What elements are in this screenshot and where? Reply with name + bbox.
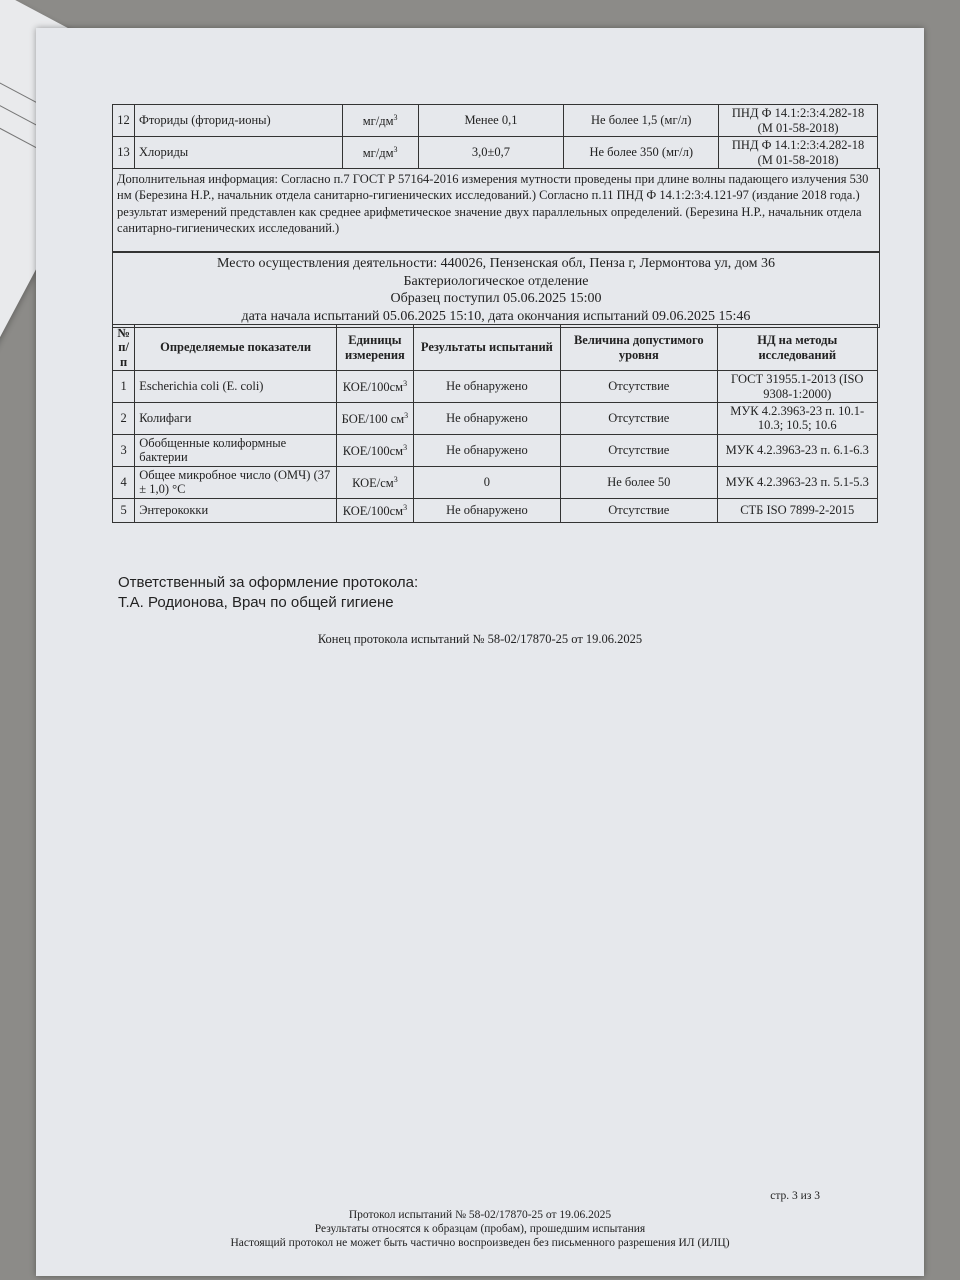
cell-unit: КОЕ/$100см^3$ [337,371,414,403]
cell-number: 4 [113,466,135,498]
test-dates: дата начала испытаний 05.06.2025 15:10, дата окончания испытаний 09.06.2025 15:46 [241,308,751,324]
cell-number: 2 [113,402,135,434]
footer-copy-note: Настоящий протокол не может быть частично воспроизведен без письменного разрешения ИЛ (ИЛЦ) [230,1236,730,1249]
header-number: № п/п [113,325,135,371]
footer-results-note: Результаты относятся к образцам (пробам), прошедшим испытания [314,1222,646,1235]
table-row [113,434,878,466]
header-unit: Единицы измерения [337,325,414,371]
table-row [113,105,878,137]
cell-result: Не обнаружено [413,402,560,434]
place-of-activity-block [112,252,880,328]
cell-result: Менее 0,1 [418,105,564,137]
responsible-name: Т.А. Родионова, Врач по общей гигиене [118,593,394,611]
page-footer [36,1209,924,1250]
cell-indicator: Хлориды [134,137,342,169]
cell-indicator: Escherichia coli (E. coli) [135,371,337,403]
cell-number: 3 [113,434,135,466]
footer-protocol: Протокол испытаний № 58-02/17870-25 от 19.06.2025 [348,1209,612,1221]
cell-result: Не обнаружено [413,498,560,522]
table-header-row [113,325,878,371]
document-page [36,28,924,1276]
cell-norm: Отсутствие [561,434,717,466]
cell-indicator: Колифаги [135,402,337,434]
cell-result: 0 [413,466,560,498]
cell-number: 5 [113,498,135,522]
cell-method: ПНД Ф 14.1:2:3:4.282-18 (М 01-58-2018) [719,105,878,137]
cell-unit: КОЕ/$100см^3$ [337,434,414,466]
header-indicator: Определяемые показатели [135,325,337,371]
end-of-protocol: Конец протокола испытаний № 58-02/17870-25 от 19.06.2025 [317,632,643,646]
cell-method: ПНД Ф 14.1:2:3:4.282-18 (М 01-58-2018) [719,137,878,169]
cell-result: Не обнаружено [413,434,560,466]
cell-method: ГОСТ 31955.1-2013 (ISO 9308-1:2000) [717,371,878,403]
cell-unit: БОЕ/100 $см^3$ [337,402,414,434]
cell-number: 13 [113,137,135,169]
department-name: Бактериологическое отделение [403,273,589,289]
cell-method: МУК 4.2.3963-23 п. 10.1-10.3; 10.5; 10.6 [717,402,878,434]
results-table-bacteriological [112,324,878,523]
cell-method: СТБ ISO 7899-2-2015 [717,498,878,522]
cell-unit: $мг/дм^3$ [342,137,418,169]
table-row [113,498,878,522]
cell-norm: Не более 350 (мг/л) [564,137,719,169]
cell-indicator: Фториды (фторид-ионы) [134,105,342,137]
cell-unit: КОЕ/$см^3$ [337,466,414,498]
table-row [113,371,878,403]
page-number: стр. 3 из 3 [770,1190,820,1202]
cell-result: 3,0±0,7 [418,137,564,169]
cell-result: Не обнаружено [413,371,560,403]
table-row [113,402,878,434]
responsible-person [118,573,418,612]
header-method: НД на методы исследований [717,325,878,371]
header-norm: Величина допустимого уровня [561,325,717,371]
cell-indicator: Общее микробное число (ОМЧ) (37 ± 1,0) °C [135,466,337,498]
cell-norm: Отсутствие [561,498,717,522]
cell-indicator: Обобщенные колиформные бактерии [135,434,337,466]
cell-number: 12 [113,105,135,137]
additional-info: Дополнительная информация: Согласно п.7 ГОСТ Р 57164-2016 измерения мутности проведены при длине волны падающего излучения 530 нм (Березина Н.Р., начальник отдела санитарно-гигиенических исследований.) Согласно п.11 ПНД Ф 14.1:2:3:4.121-97 (издание 2018 года.) результат измерений представлен как среднее арифметическое значение двух параллельных определений. (Березина Н.Р., начальник отдела санитарно-гигиенических исследований.) [112,168,880,252]
sample-received: Образец поступил 05.06.2025 15:00 [390,291,602,306]
cell-norm: Не более 1,5 (мг/л) [564,105,719,137]
cell-norm: Не более 50 [561,466,717,498]
cell-indicator: Энтерококки [135,498,337,522]
header-result: Результаты испытаний [413,325,560,371]
table-row [113,137,878,169]
cell-method: МУК 4.2.3963-23 п. 5.1-5.3 [717,466,878,498]
place-address: Место осуществления деятельности: 440026, Пензенская обл, Пенза г, Лермонтова ул, дом 36 [216,256,776,271]
cell-norm: Отсутствие [561,371,717,403]
table-row [113,466,878,498]
cell-norm: Отсутствие [561,402,717,434]
cell-unit: КОЕ/$100см^3$ [337,498,414,522]
cell-unit: $мг/дм^3$ [342,105,418,137]
cell-number: 1 [113,371,135,403]
results-table-chemical [112,104,878,169]
responsible-title: Ответственный за оформление протокола: [118,574,419,591]
cell-method: МУК 4.2.3963-23 п. 6.1-6.3 [717,434,878,466]
